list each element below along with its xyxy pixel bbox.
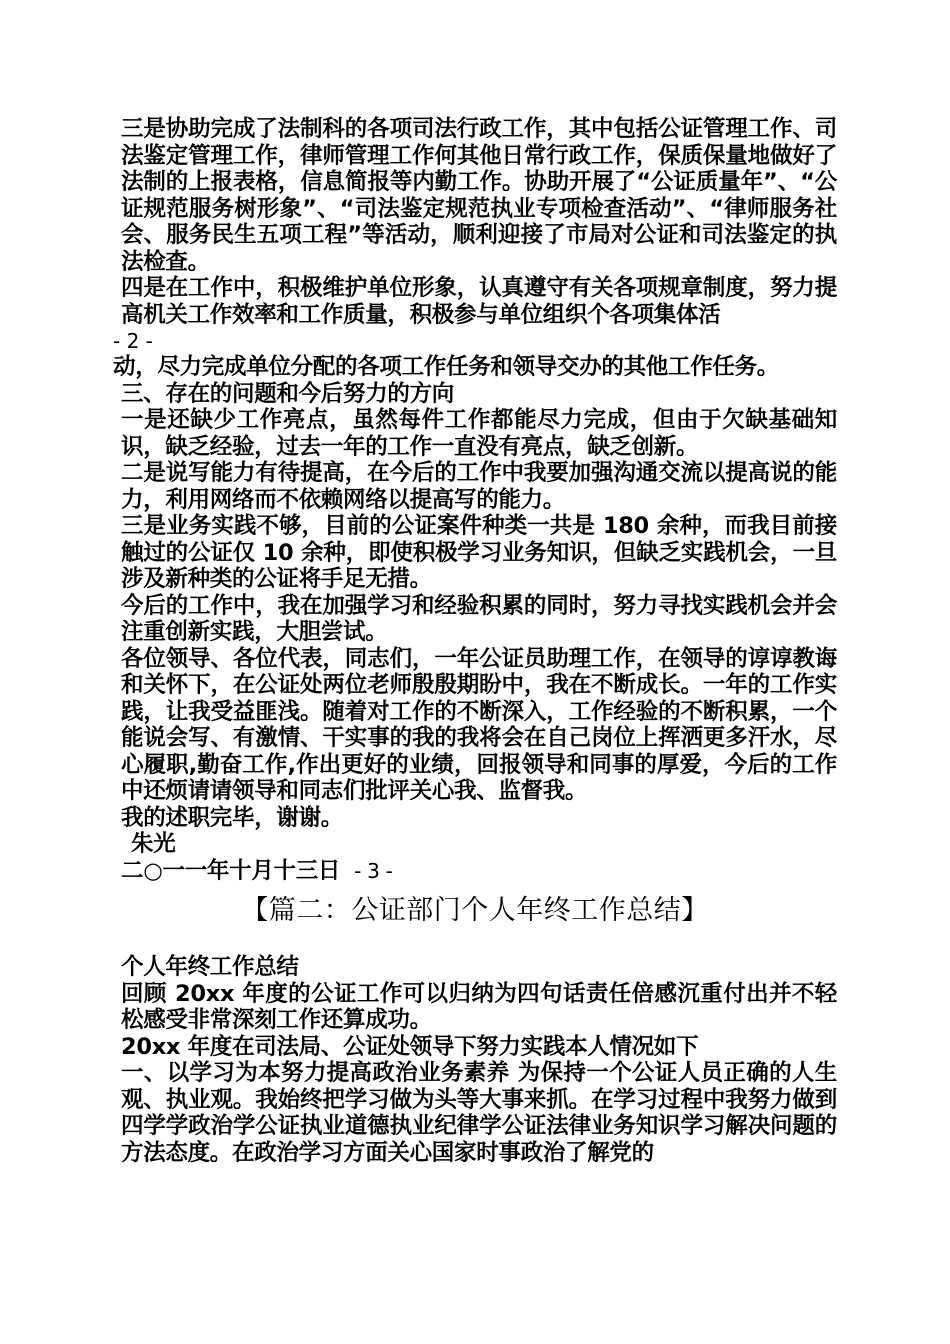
date-text: 二○一一年十月十三日 xyxy=(121,857,341,884)
document-page xyxy=(113,116,837,1166)
paragraph: 三是业务实践不够，目前的公证案件种类一共是 180 余种，而我目前接触过的公证仅 10 余种，即使积极学习业务知识，但缺乏实践机会，一旦涉及新种类的公证将手足无措。 xyxy=(121,513,837,592)
page-number: - 2 - xyxy=(113,329,153,353)
date-line xyxy=(113,858,837,885)
closing-line: 我的述职完毕，谢谢。 xyxy=(121,804,344,831)
subheading: 个人年终工作总结 xyxy=(121,954,299,980)
paragraph: 四是在工作中，积极维护单位形象，认真遵守有关各项规章制度，努力提高机关工作效率和工作质量，积极参与单位组织个各项集体活 xyxy=(121,275,837,328)
section-heading: 三、存在的问题和今后努力的方向 xyxy=(121,380,455,407)
paragraph: 各位领导、各位代表，同志们，一年公证员助理工作，在领导的谆谆教诲和关怀下，在公证处两位老师殷殷期盼中，我在不断成长。一年的工作实践，让我受益匪浅。随着对工作的不断深入，工作经验的不断积累，一个能说会写、有激情、干实事的我的我将会在自己岗位上挥洒更多汗水，尽心履职,勤奋工作,作出更好的业绩，回报领导和同事的厚爱，今后的工作中还烦请请领导和同志们批评关心我、监督我。 xyxy=(121,645,837,804)
paragraph: 三是协助完成了法制科的各项司法行政工作，其中包括公证管理工作、司法鉴定管理工作，律师管理工作何其他日常行政工作，保质保量地做好了法制的上报表格，信息简报等内勤工作。协助开展了“公证质量年”、“公证规范服务树形象”、“司法鉴定规范执业专项检查活动”、“律师服务社会、服务民生五项工程”等活动，顺利迎接了市局对公证和司法鉴定的执法检查。 xyxy=(121,116,837,275)
page-number: - 3 - xyxy=(354,858,393,883)
paragraph: 一是还缺少工作亮点，虽然每件工作都能尽力完成，但由于欠缺基础知识，缺乏经验，过去一年的工作一直没有亮点，缺乏创新。 xyxy=(121,407,837,460)
paragraph: 动，尽力完成单位分配的各项工作任务和领导交办的其他工作任务。 xyxy=(113,354,780,380)
paragraph: 20xx 年度在司法局、公证处领导下努力实践本人情况如下 xyxy=(121,1033,699,1060)
paragraph: 回顾 20xx 年度的公证工作可以归纳为四句话责任倍感沉重付出并不轻松感受非常深刻工作还算成功。 xyxy=(121,980,837,1033)
paragraph: 今后的工作中，我在加强学习和经验积累的同时，努力寻找实践机会并会注重创新实践，大胆尝试。 xyxy=(121,592,837,645)
signature-name: 朱光 xyxy=(131,831,176,857)
section-title: 【篇二：公证部门个人年终工作总结】 xyxy=(241,895,709,926)
paragraph: 一、以学习为本努力提高政治业务素养 为保持一个公证人员正确的人生观、执业观。我始终把学习做为头等大事来抓。在学习过程中我努力做到四学学政治学公证执业道德执业纪律学公证法律业务知识学习解决问题的方法态度。在政治学习方面关心国家时事政治了解党的 xyxy=(121,1060,837,1166)
paragraph: 二是说写能力有待提高，在今后的工作中我要加强沟通交流以提高说的能力，利用网络而不依赖网络以提高写的能力。 xyxy=(121,460,837,513)
